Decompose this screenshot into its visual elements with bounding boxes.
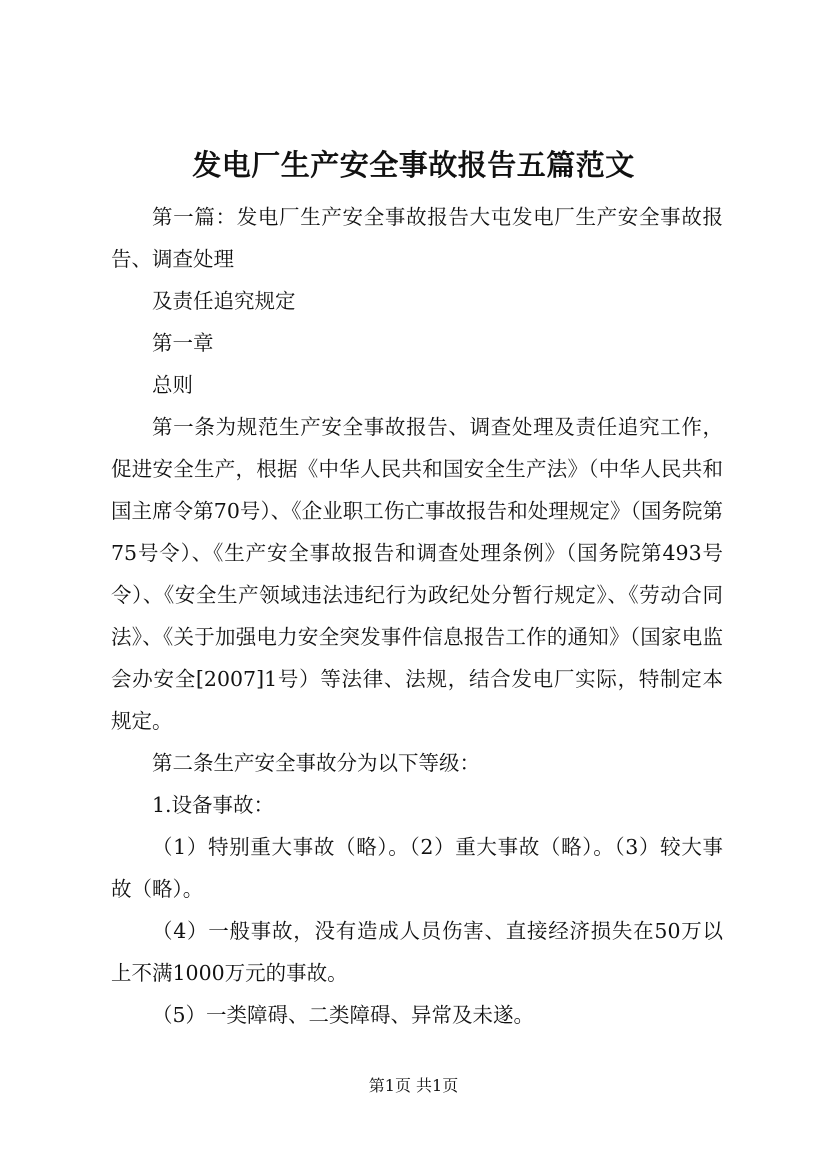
paragraph-2: 及责任追究规定 (152, 289, 296, 313)
article-2: 第二条生产安全事故分为以下等级： (152, 751, 480, 775)
paragraph-1: 第一篇：发电厂生产安全事故报告大屯发电厂生产安全事故报告、调查处理 (111, 205, 723, 271)
obstacle-categories: （5）一类障碍、二类障碍、异常及未遂。 (152, 1003, 535, 1027)
equipment-accident-heading: 1.设备事故： (152, 793, 275, 817)
chapter-heading: 第一章 (152, 331, 214, 355)
document-body (111, 196, 723, 1036)
document-title: 发电厂生产安全事故报告五篇范文 (192, 148, 635, 182)
accident-level-list: （1）特别重大事故（略）。（2）重大事故（略）。（3）较大事故（略）。 (111, 835, 723, 901)
article-1: 第一条为规范生产安全事故报告、调查处理及责任追究工作，促进安全生产，根据《中华人民共和国安全生产法》（中华人民共和国主席令第70号）、《企业职工伤亡事故报告和处理规定》（国务院第75号令）、《生产安全事故报告和调查处理条例》（国务院第493号令）、《安全生产领域违法违纪行为政纪处分暂行规定》、《劳动合同法》、《关于加强电力安全突发事件信息报告工作的通知》（国家电监会办安全[2007]1号）等法律、法规，结合发电厂实际，特制定本规定。 (111, 415, 723, 733)
page-footer: 第1页 共1页 (368, 1076, 459, 1095)
general-accident-definition: （4）一般事故，没有造成人员伤害、直接经济损失在50万以上不满1000万元的事故。 (111, 919, 723, 985)
section-heading: 总则 (152, 373, 193, 397)
